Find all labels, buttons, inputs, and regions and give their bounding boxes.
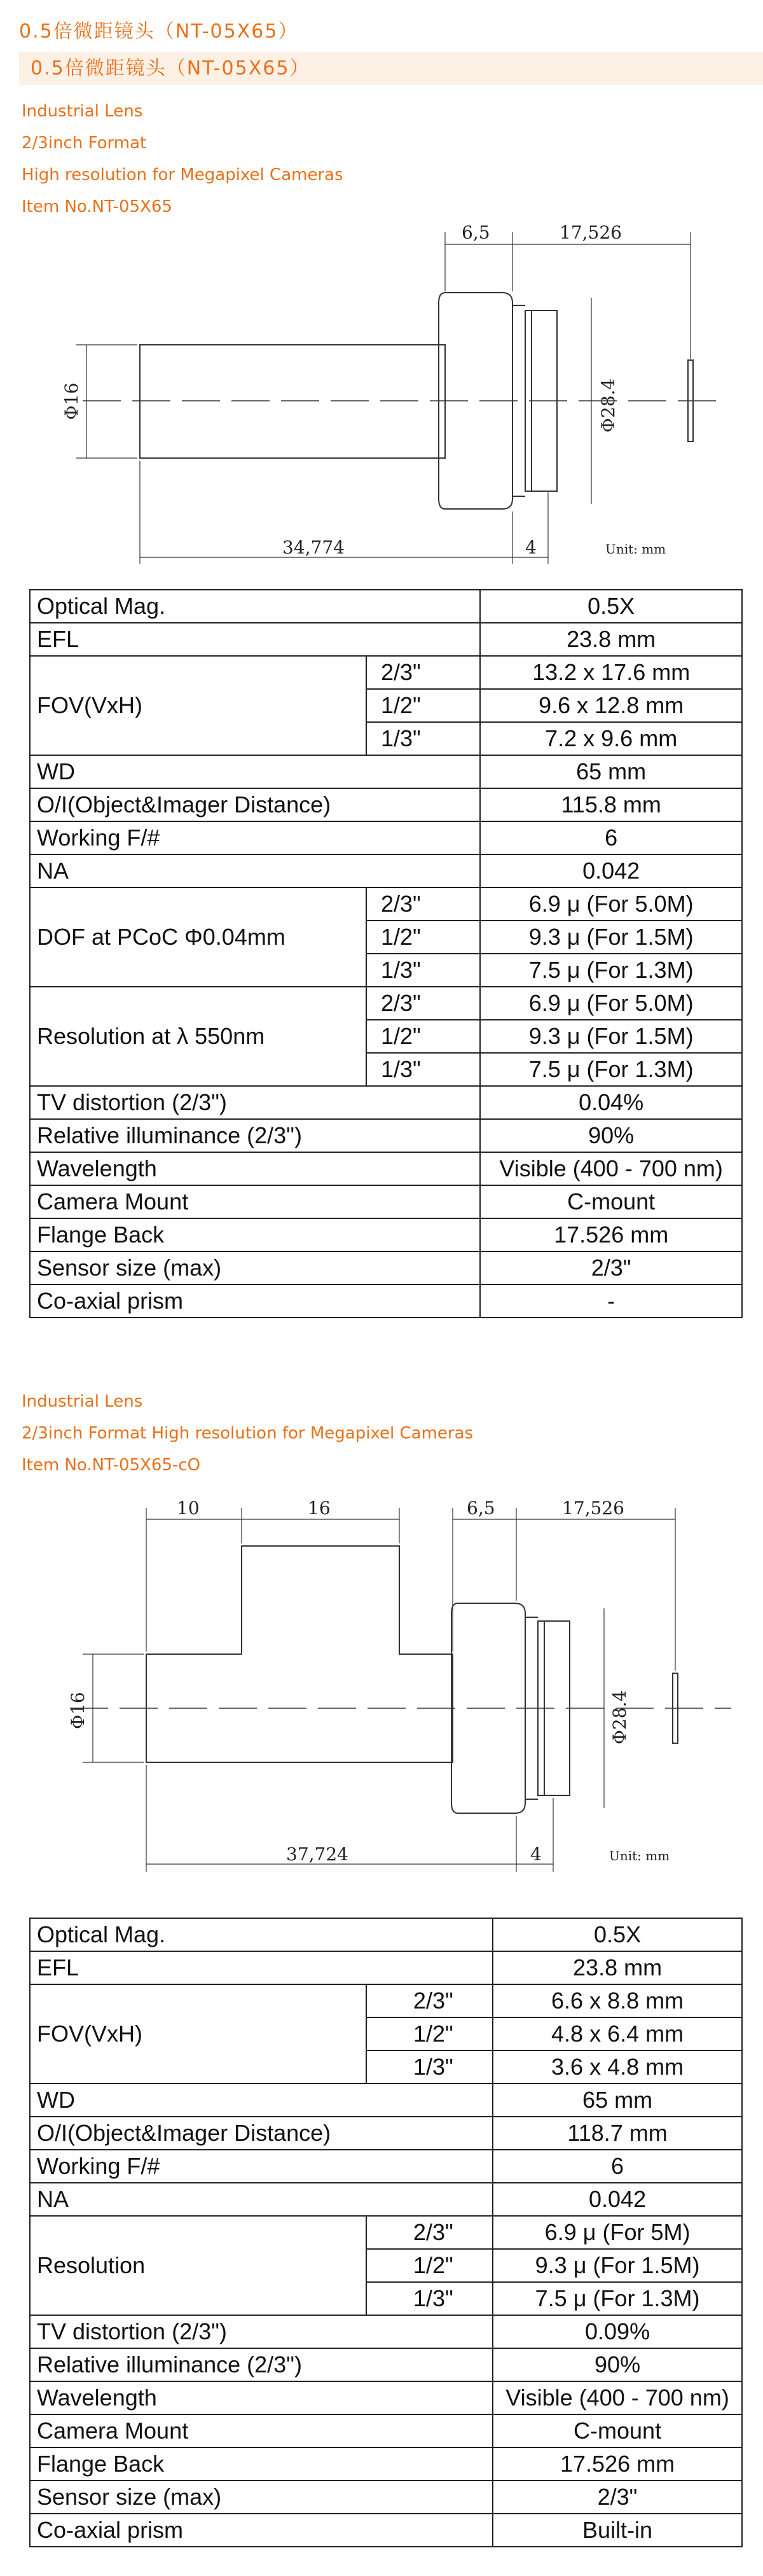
spec-value: 6.9 μ (For 5.0M) (480, 987, 742, 1020)
table-row (30, 590, 742, 623)
spec-value: 0.042 (480, 854, 742, 888)
p2-dim-top-left: 6,5 (467, 1498, 495, 1519)
p2-dim-b: 16 (308, 1498, 331, 1519)
spec-value: 7.5 μ (For 1.3M) (480, 1053, 742, 1086)
spec-label: Optical Mag. (30, 590, 480, 623)
spec-value: 0.042 (493, 2183, 742, 2216)
spec-value: 2/3" (493, 2481, 742, 2514)
spec-value: 9.6 x 12.8 mm (480, 689, 742, 722)
spec-sensor-size: 2/3" (366, 888, 480, 921)
p1-info-line-2: 2/3inch Format (22, 134, 147, 153)
spec-value: 0.09% (493, 2315, 742, 2348)
table-row (30, 788, 742, 821)
table-row (30, 854, 742, 888)
spec-label: Relative illuminance (2/3") (30, 2348, 493, 2381)
p1-dia-large: Φ28.4 (598, 378, 619, 433)
spec-value: 23.8 mm (480, 623, 742, 656)
spec-label: NA (30, 854, 480, 888)
p1-info-line-3: High resolution for Megapixel Cameras (22, 165, 343, 184)
spec-label: Co-axial prism (30, 1285, 480, 1318)
spec-label: WD (30, 2084, 493, 2117)
spec-value: 17.526 mm (493, 2447, 742, 2481)
table-row (30, 656, 742, 689)
spec-label: Working F/# (30, 2150, 493, 2183)
spec-value: 0.5X (493, 1918, 742, 1951)
table-row (30, 2216, 742, 2249)
spec-sensor-size: 2/3" (366, 2216, 493, 2249)
table-row (30, 2481, 742, 2514)
spec-label: O/I(Object&Imager Distance) (30, 788, 480, 821)
spec-label: Resolution at λ 550nm (30, 987, 366, 1086)
spec-value: C-mount (493, 2414, 742, 2447)
spec-label: Flange Back (30, 1218, 480, 1251)
p1-dim-top-left: 6,5 (462, 222, 490, 243)
table-row (30, 1951, 742, 1984)
spec-value: 9.3 μ (For 1.5M) (493, 2249, 742, 2282)
spec-sensor-size: 2/3" (366, 1984, 493, 2017)
spec-value: 7.5 μ (For 1.3M) (493, 2282, 742, 2315)
p1-dim-top-right: 17,526 (560, 222, 622, 243)
spec-label: Camera Mount (30, 2414, 493, 2447)
spec-label: Co-axial prism (30, 2514, 493, 2547)
spec-value: Built-in (493, 2514, 742, 2547)
spec-label: Flange Back (30, 2447, 493, 2481)
spec-label: Sensor size (max) (30, 1251, 480, 1285)
spec-value: 6 (480, 821, 742, 854)
spec-value: 6 (493, 2150, 742, 2183)
spec-value: 6.9 μ (For 5M) (493, 2216, 742, 2249)
spec-label: EFL (30, 623, 480, 656)
spec-value: 9.3 μ (For 1.5M) (480, 921, 742, 954)
spec-value: 3.6 x 4.8 mm (493, 2050, 742, 2084)
p2-dim-length: 37,724 (286, 1844, 348, 1865)
table-row (30, 2381, 742, 2414)
spec-label: Resolution (30, 2216, 366, 2315)
spec-label: WD (30, 755, 480, 788)
spec-value: 4.8 x 6.4 mm (493, 2017, 742, 2050)
table-row (30, 1251, 742, 1285)
table-row (30, 755, 742, 788)
spec-value: 0.5X (480, 590, 742, 623)
p2-info-line-1: Industrial Lens (22, 1392, 143, 1411)
p1-unit-label: Unit: mm (605, 541, 666, 557)
table-row (30, 1285, 742, 1318)
spec-sensor-size: 2/3" (366, 987, 480, 1020)
table-row (30, 1185, 742, 1218)
table-row (30, 2414, 742, 2447)
spec-sensor-size: 1/2" (366, 1020, 480, 1053)
table-row (30, 2117, 742, 2150)
spec-value: 0.04% (480, 1086, 742, 1119)
table-row (30, 623, 742, 656)
p1-dia-small: Φ16 (61, 382, 82, 420)
p2-dia-large: Φ28.4 (609, 1690, 630, 1744)
p1-dim-flange: 4 (525, 537, 537, 558)
p2-dim-top-right: 17,526 (562, 1498, 624, 1519)
page-title: 0.5倍微距镜头（NT-05X65） (19, 20, 299, 43)
p2-dia-small: Φ16 (67, 1692, 88, 1729)
spec-sensor-size: 1/3" (366, 2282, 493, 2315)
spec-value: 17.526 mm (480, 1218, 742, 1251)
p2-unit-label: Unit: mm (609, 1848, 670, 1863)
table-row (30, 1152, 742, 1185)
spec-sensor-size: 1/2" (366, 2017, 493, 2050)
table-row (30, 1119, 742, 1152)
table-row (30, 1218, 742, 1251)
spec-value: Visible (400 - 700 nm) (480, 1152, 742, 1185)
spec-value: 6.9 μ (For 5.0M) (480, 888, 742, 921)
spec-value: C-mount (480, 1185, 742, 1218)
spec-sensor-size: 1/3" (366, 2050, 493, 2084)
page-subtitle-banner: 0.5倍微距镜头（NT-05X65） (19, 52, 763, 85)
spec-label: NA (30, 2183, 493, 2216)
table-row (30, 1984, 742, 2017)
table-row (30, 888, 742, 921)
spec-sensor-size: 1/2" (366, 2249, 493, 2282)
spec-value: - (480, 1285, 742, 1318)
table-row (30, 2514, 742, 2547)
p1-info-line-4: Item No.NT-05X65 (22, 197, 172, 216)
spec-label: Working F/# (30, 821, 480, 854)
spec-sensor-size: 1/3" (366, 1053, 480, 1086)
spec-value: 65 mm (493, 2084, 742, 2117)
spec-label: FOV(VxH) (30, 656, 366, 755)
spec-label: Wavelength (30, 2381, 493, 2414)
p2-lens-drawing (0, 1482, 763, 1886)
p1-dim-length: 34,774 (282, 537, 345, 558)
table-row (30, 2447, 742, 2481)
spec-label: Camera Mount (30, 1185, 480, 1218)
spec-label: Relative illuminance (2/3") (30, 1119, 480, 1152)
spec-value: 115.8 mm (480, 788, 742, 821)
spec-label: Optical Mag. (30, 1918, 493, 1951)
spec-value: 118.7 mm (493, 2117, 742, 2150)
spec-value: Visible (400 - 700 nm) (493, 2381, 742, 2414)
spec-sensor-size: 1/2" (366, 689, 480, 722)
table-row (30, 2084, 742, 2117)
spec-label: EFL (30, 1951, 493, 1984)
spec-value: 9.3 μ (For 1.5M) (480, 1020, 742, 1053)
spec-sensor-size: 1/2" (366, 921, 480, 954)
table-row (30, 2315, 742, 2348)
p2-dim-a: 10 (177, 1498, 200, 1519)
table-row (30, 1086, 742, 1119)
spec-label: DOF at PCoC Φ0.04mm (30, 888, 366, 987)
spec-value: 2/3" (480, 1251, 742, 1285)
p2-info-line-3: Item No.NT-05X65-cO (22, 1456, 201, 1475)
spec-value: 13.2 x 17.6 mm (480, 656, 742, 689)
table-row (30, 821, 742, 854)
spec-value: 90% (493, 2348, 742, 2381)
spec-value: 6.6 x 8.8 mm (493, 1984, 742, 2017)
spec-label: TV distortion (2/3") (30, 1086, 480, 1119)
spec-value: 7.5 μ (For 1.3M) (480, 954, 742, 987)
p2-info-line-2: 2/3inch Format High resolution for Megapixel Cameras (22, 1424, 474, 1443)
table-row (30, 987, 742, 1020)
spec-label: Wavelength (30, 1152, 480, 1185)
p2-spec-table (29, 1918, 743, 2547)
table-row (30, 2348, 742, 2381)
spec-label: Sensor size (max) (30, 2481, 493, 2514)
spec-label: FOV(VxH) (30, 1984, 366, 2084)
spec-label: TV distortion (2/3") (30, 2315, 493, 2348)
p2-dim-flange: 4 (530, 1844, 542, 1865)
spec-label: O/I(Object&Imager Distance) (30, 2117, 493, 2150)
table-row (30, 2183, 742, 2216)
p1-info-line-1: Industrial Lens (22, 102, 143, 121)
p1-spec-table (29, 589, 743, 1318)
table-row (30, 2150, 742, 2183)
spec-value: 7.2 x 9.6 mm (480, 722, 742, 755)
spec-value: 65 mm (480, 755, 742, 788)
spec-value: 23.8 mm (493, 1951, 742, 1984)
spec-sensor-size: 1/3" (366, 954, 480, 987)
spec-sensor-size: 2/3" (366, 656, 480, 689)
table-row (30, 1918, 742, 1951)
spec-value: 90% (480, 1119, 742, 1152)
p1-lens-drawing (0, 216, 763, 575)
spec-sensor-size: 1/3" (366, 722, 480, 755)
